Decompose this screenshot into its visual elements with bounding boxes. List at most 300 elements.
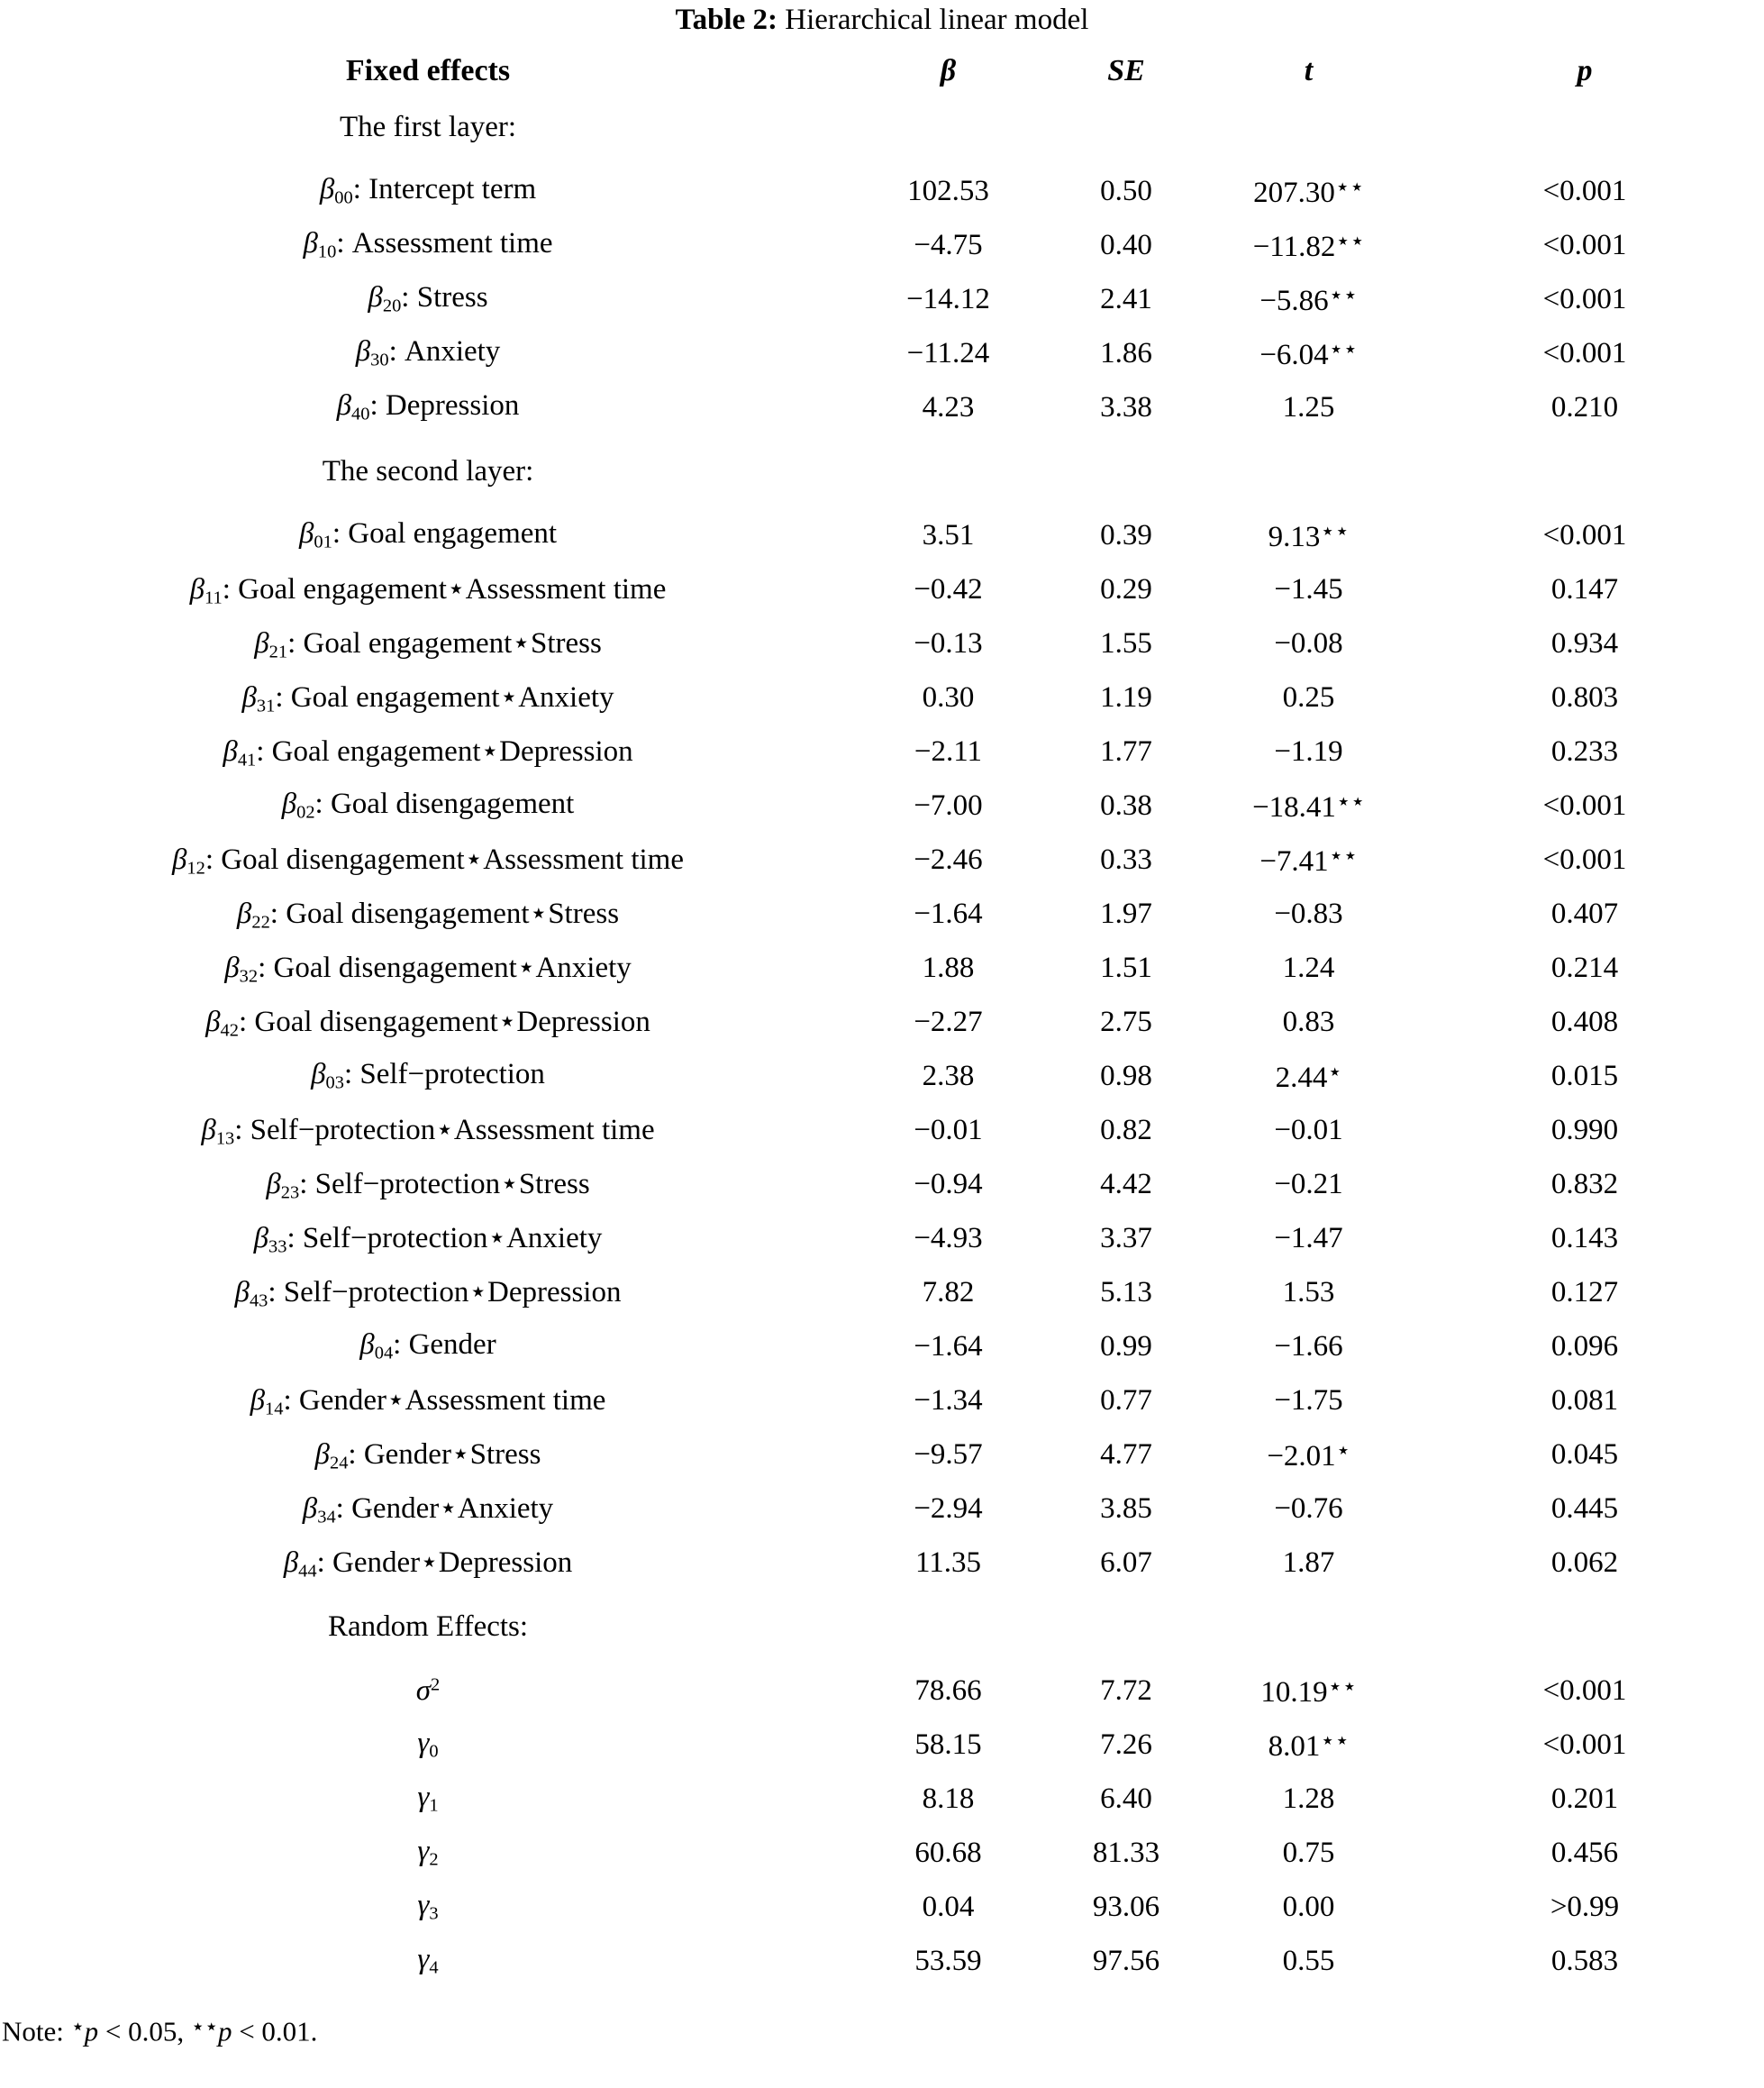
table-row <box>0 1664 1764 1718</box>
coefficient-symbol: β <box>224 951 240 984</box>
cell-se: 0.29 <box>1100 572 1152 606</box>
cell-beta: 7.82 <box>922 1275 975 1308</box>
cell-beta: 4.23 <box>922 390 975 424</box>
cell-beta: −2.94 <box>914 1491 983 1525</box>
row-label <box>0 508 856 562</box>
coefficient-subscript: 03 <box>325 1072 344 1093</box>
row-label <box>0 1427 856 1482</box>
cell-t: −7.41⋆⋆ <box>1259 841 1358 878</box>
cell-se: 6.07 <box>1100 1545 1152 1579</box>
row-spacer <box>0 1988 1764 1997</box>
table-row <box>0 1211 1764 1265</box>
table-row <box>0 1049 1764 1103</box>
row-label <box>0 725 856 779</box>
significance-stars: ⋆ <box>1335 1436 1350 1463</box>
table-row <box>0 887 1764 941</box>
cell-p: 0.015 <box>1550 1059 1619 1092</box>
coefficient-symbol: β <box>281 788 297 821</box>
column-header-t: t <box>1304 54 1314 87</box>
cell-t: 1.87 <box>1282 1545 1335 1579</box>
cell-beta: −2.11 <box>914 734 983 768</box>
coefficient-symbol: β <box>253 1221 269 1254</box>
cell-p: 0.201 <box>1550 1782 1619 1815</box>
cell-p: <0.001 <box>1542 336 1627 369</box>
coefficient-subscript: 23 <box>280 1182 300 1203</box>
cell-beta: −14.12 <box>906 282 990 315</box>
cell-t: −5.86⋆⋆ <box>1259 280 1358 317</box>
section-empty-cell <box>1041 99 1212 155</box>
table-body <box>0 43 1764 1997</box>
cell-t: −1.75 <box>1274 1383 1343 1417</box>
cell-beta: −2.27 <box>914 1005 983 1038</box>
row-spacer <box>0 434 1764 443</box>
note-p-double: p <box>217 2015 232 2047</box>
table-row <box>0 779 1764 833</box>
row-label <box>0 1265 856 1319</box>
section-heading-row <box>0 1599 1764 1655</box>
cell-se: 97.56 <box>1092 1944 1160 1977</box>
note-star-single: ⋆ <box>70 2015 85 2039</box>
table-row <box>0 508 1764 562</box>
row-spacer-cell <box>0 434 1764 443</box>
coefficient-symbol: γ <box>417 1727 430 1760</box>
cell-beta: −1.64 <box>914 1329 983 1363</box>
cell-se: 0.77 <box>1100 1383 1152 1417</box>
coefficient-symbol: γ <box>417 1835 430 1868</box>
cell-se: 4.77 <box>1100 1437 1152 1471</box>
row-label <box>0 670 856 725</box>
row-label <box>0 1103 856 1157</box>
cell-t: −18.41⋆⋆ <box>1252 787 1365 824</box>
cell-t: 8.01⋆⋆ <box>1268 1726 1350 1763</box>
section-empty-cell <box>1405 443 1764 499</box>
row-label-text: : Goal engagement⋆Anxiety <box>275 680 614 714</box>
cell-p: <0.001 <box>1542 282 1627 315</box>
section-empty-cell <box>1212 443 1405 499</box>
table-row <box>0 1319 1764 1373</box>
row-label <box>0 1536 856 1590</box>
table-row <box>0 616 1764 670</box>
row-label <box>0 1049 856 1103</box>
row-label <box>0 1772 856 1826</box>
cell-t: −0.08 <box>1274 626 1343 660</box>
coefficient-symbol: β <box>266 1167 281 1200</box>
row-label-text: : Gender <box>393 1328 496 1362</box>
cell-p: 0.096 <box>1550 1329 1619 1363</box>
cell-beta: 53.59 <box>914 1944 982 1977</box>
cell-beta: 60.68 <box>914 1836 982 1869</box>
table-row <box>0 941 1764 995</box>
coefficient-subscript: 01 <box>314 532 332 552</box>
column-header-p: p <box>1577 54 1593 87</box>
cell-beta: 1.88 <box>922 951 975 984</box>
cell-beta: 102.53 <box>907 174 989 207</box>
row-label-text: : Depression <box>369 389 520 423</box>
cell-se: 1.19 <box>1100 680 1152 714</box>
cell-p: <0.001 <box>1542 1673 1627 1707</box>
row-label <box>0 887 856 941</box>
cell-t: −1.66 <box>1274 1329 1343 1363</box>
cell-p: <0.001 <box>1542 518 1627 552</box>
coefficient-symbol: γ <box>417 1781 430 1814</box>
row-label <box>0 1157 856 1211</box>
row-label-text: : Goal disengagement⋆Anxiety <box>258 951 632 984</box>
row-label-text: : Gender⋆Depression <box>316 1545 573 1579</box>
cell-p: 0.408 <box>1550 1005 1619 1038</box>
coefficient-subscript: 1 <box>429 1795 439 1816</box>
coefficient-subscript: 2 <box>429 1849 439 1870</box>
cell-beta: −1.64 <box>914 897 983 930</box>
table-caption-label: Table 2: <box>675 4 777 36</box>
row-spacer-cell <box>0 1988 1764 1997</box>
row-label <box>0 1664 856 1718</box>
significance-stars: ⋆⋆ <box>1320 516 1350 544</box>
note-prefix: Note: <box>2 2015 64 2047</box>
coefficient-symbol: β <box>234 1275 250 1308</box>
cell-p: <0.001 <box>1542 1728 1627 1761</box>
column-header-beta: β <box>940 54 957 87</box>
coefficient-symbol: β <box>236 897 252 930</box>
row-label-text: : Self−protection⋆Anxiety <box>286 1221 603 1254</box>
cell-beta: −11.24 <box>906 336 990 369</box>
cell-se: 7.72 <box>1100 1673 1152 1707</box>
cell-t: 0.55 <box>1282 1944 1335 1977</box>
cell-se: 7.26 <box>1100 1728 1152 1761</box>
cell-p: 0.081 <box>1550 1383 1619 1417</box>
coefficient-symbol: β <box>314 1437 330 1471</box>
section-empty-cell <box>856 99 1041 155</box>
coefficient-symbol: γ <box>417 1889 430 1922</box>
section-empty-cell <box>1405 1599 1764 1655</box>
cell-se: 0.98 <box>1100 1059 1152 1092</box>
coefficient-subscript: 33 <box>268 1236 287 1257</box>
coefficient-symbol: β <box>311 1058 326 1091</box>
significance-stars: ⋆⋆ <box>1328 841 1358 869</box>
coefficient-subscript: 00 <box>334 187 353 208</box>
coefficient-subscript: 31 <box>256 696 276 716</box>
table-row <box>0 1772 1764 1826</box>
cell-p: >0.99 <box>1550 1890 1620 1923</box>
cell-t: 0.25 <box>1282 680 1335 714</box>
cell-t: −0.83 <box>1274 897 1343 930</box>
row-label <box>0 1826 856 1880</box>
coefficient-subscript: 4 <box>429 1957 439 1978</box>
significance-stars: ⋆⋆ <box>1328 334 1358 362</box>
row-label-text: : Goal disengagement⋆Assessment time <box>205 843 685 876</box>
row-spacer-cell <box>0 1590 1764 1599</box>
cell-se: 3.37 <box>1100 1221 1152 1254</box>
note-cond-double: < 0.01. <box>232 2015 318 2047</box>
row-label <box>0 1718 856 1772</box>
row-label-text: : Self−protection <box>343 1058 545 1091</box>
cell-beta: 11.35 <box>914 1545 982 1579</box>
row-label <box>0 779 856 833</box>
cell-beta: −4.75 <box>914 228 983 261</box>
cell-beta: −4.93 <box>914 1221 983 1254</box>
cell-t: −1.19 <box>1274 734 1343 768</box>
cell-se: 0.50 <box>1100 174 1152 207</box>
row-label <box>0 1934 856 1988</box>
coefficient-subscript: 20 <box>382 296 402 316</box>
cell-t: 1.53 <box>1282 1275 1335 1308</box>
row-spacer <box>0 1590 1764 1599</box>
cell-se: 5.13 <box>1100 1275 1152 1308</box>
table-row <box>0 995 1764 1049</box>
table-header-row <box>0 43 1764 99</box>
cell-se: 93.06 <box>1092 1890 1160 1923</box>
cell-p: 0.934 <box>1550 626 1619 660</box>
row-spacer-cell <box>0 499 1764 508</box>
row-label <box>0 995 856 1049</box>
coefficient-symbol: β <box>355 335 371 369</box>
coefficient-symbol: β <box>201 1113 216 1146</box>
coefficient-subscript: 11 <box>205 588 223 608</box>
row-label-text: : Anxiety <box>388 335 501 369</box>
cell-beta: −0.94 <box>914 1167 983 1200</box>
row-spacer <box>0 1655 1764 1664</box>
row-label-text: : Stress <box>401 281 488 315</box>
coefficient-subscript: 43 <box>249 1290 268 1311</box>
row-label-text: : Goal disengagement⋆Depression <box>238 1005 650 1038</box>
cell-se: 0.39 <box>1100 518 1152 552</box>
column-header-fixed-effects: Fixed effects <box>345 54 511 87</box>
row-label <box>0 164 856 218</box>
cell-p: <0.001 <box>1542 228 1627 261</box>
cell-se: 2.75 <box>1100 1005 1152 1038</box>
row-label <box>0 1880 856 1934</box>
coefficient-symbol: γ <box>417 1943 430 1976</box>
coefficient-symbol: β <box>302 1491 318 1525</box>
cell-p: 0.803 <box>1550 680 1619 714</box>
cell-t: −0.76 <box>1274 1491 1343 1525</box>
coefficient-subscript: 3 <box>429 1903 439 1924</box>
cell-se: 0.82 <box>1100 1113 1152 1146</box>
table-row <box>0 1934 1764 1988</box>
table-row <box>0 1427 1764 1482</box>
cell-t: 0.75 <box>1282 1836 1335 1869</box>
coefficient-subscript: 10 <box>317 242 337 262</box>
cell-p: 0.210 <box>1550 390 1619 424</box>
cell-beta: −0.42 <box>914 572 983 606</box>
row-label <box>0 326 856 380</box>
cell-se: 1.97 <box>1100 897 1152 930</box>
note-cond-single: < 0.05, <box>98 2015 185 2047</box>
significance-stars: ⋆ <box>1327 1057 1342 1085</box>
row-label-text: : Self−protection⋆Depression <box>268 1275 622 1308</box>
cell-se: 2.41 <box>1100 282 1152 315</box>
cell-beta: 2.38 <box>922 1059 975 1092</box>
coefficient-symbol: β <box>298 517 314 551</box>
coefficient-symbol: β <box>336 389 352 423</box>
cell-beta: 3.51 <box>922 518 975 552</box>
cell-se: 1.77 <box>1100 734 1152 768</box>
cell-t: 0.00 <box>1282 1890 1335 1923</box>
table-row <box>0 164 1764 218</box>
coefficient-symbol: σ <box>415 1673 432 1707</box>
coefficient-symbol: β <box>303 227 318 260</box>
coefficient-symbol: β <box>189 572 205 606</box>
cell-t: 1.24 <box>1282 951 1335 984</box>
section-heading-row <box>0 443 1764 499</box>
cell-p: 0.233 <box>1550 734 1619 768</box>
coefficient-subscript: 24 <box>329 1453 349 1473</box>
section-heading-second-layer: The second layer: <box>322 454 534 488</box>
table-row <box>0 1157 1764 1211</box>
cell-t: 0.83 <box>1282 1005 1335 1038</box>
row-label <box>0 833 856 887</box>
row-label-text: : Gender⋆Assessment time <box>283 1383 606 1417</box>
section-empty-cell <box>856 1599 1041 1655</box>
table-row <box>0 1880 1764 1934</box>
row-label-text: : Goal engagement <box>332 517 558 551</box>
coefficient-subscript: 41 <box>237 750 257 770</box>
row-label <box>0 1482 856 1536</box>
coefficient-symbol: β <box>250 1383 266 1417</box>
coefficient-subscript: 22 <box>251 912 270 933</box>
table-row <box>0 380 1764 434</box>
cell-se: 1.51 <box>1100 951 1152 984</box>
coefficient-subscript: 42 <box>220 1020 239 1041</box>
table-row <box>0 1536 1764 1590</box>
row-label <box>0 272 856 326</box>
cell-se: 0.99 <box>1100 1329 1152 1363</box>
coefficient-subscript: 34 <box>317 1507 336 1527</box>
cell-t: 2.44⋆ <box>1275 1057 1342 1094</box>
coefficient-subscript: 02 <box>296 802 315 823</box>
cell-se: 1.55 <box>1100 626 1152 660</box>
row-label <box>0 380 856 434</box>
row-spacer-cell <box>0 1655 1764 1664</box>
row-label-text: : Goal engagement⋆Depression <box>256 734 633 768</box>
table-row <box>0 1718 1764 1772</box>
section-empty-cell <box>1041 443 1212 499</box>
cell-p: 0.214 <box>1550 951 1619 984</box>
cell-p: <0.001 <box>1542 789 1627 822</box>
cell-beta: −0.13 <box>914 626 983 660</box>
cell-p: <0.001 <box>1542 843 1627 876</box>
note-p-single: p <box>84 2015 99 2047</box>
cell-t: −2.01⋆ <box>1267 1436 1350 1473</box>
row-label <box>0 1373 856 1427</box>
coefficient-subscript: 0 <box>429 1741 439 1762</box>
section-heading-first-layer: The first layer: <box>339 110 517 143</box>
significance-stars: ⋆⋆ <box>1335 787 1365 815</box>
table-row <box>0 1373 1764 1427</box>
row-label <box>0 1211 856 1265</box>
cell-se: 3.85 <box>1100 1491 1152 1525</box>
coefficient-subscript: 12 <box>186 858 205 879</box>
cell-p: 0.045 <box>1550 1437 1619 1471</box>
cell-se: 0.38 <box>1100 789 1152 822</box>
coefficient-symbol: β <box>283 1545 299 1579</box>
cell-t: 1.25 <box>1282 390 1335 424</box>
cell-t: −0.21 <box>1274 1167 1343 1200</box>
cell-se: 1.86 <box>1100 336 1152 369</box>
cell-t: 10.19⋆⋆ <box>1260 1672 1357 1709</box>
cell-beta: 0.04 <box>922 1890 975 1923</box>
row-label <box>0 616 856 670</box>
cell-beta: 8.18 <box>922 1782 975 1815</box>
coefficient-subscript: 13 <box>215 1128 235 1149</box>
coefficient-subscript: 14 <box>265 1399 284 1419</box>
section-empty-cell <box>1212 99 1405 155</box>
row-label <box>0 1319 856 1373</box>
cell-p: 0.127 <box>1550 1275 1619 1308</box>
coefficient-symbol: β <box>254 626 269 660</box>
column-header-se: SE <box>1107 54 1145 87</box>
cell-p: 0.990 <box>1550 1113 1619 1146</box>
coefficient-symbol: β <box>241 680 257 714</box>
row-label-text: : Gender⋆Stress <box>348 1437 541 1471</box>
cell-t: 9.13⋆⋆ <box>1268 516 1350 553</box>
coefficient-subscript: 44 <box>298 1561 317 1582</box>
coefficient-subscript: 40 <box>351 404 370 424</box>
cell-beta: 78.66 <box>914 1673 982 1707</box>
hierarchical-linear-model-table <box>0 43 1764 1997</box>
significance-stars: ⋆⋆ <box>1327 1672 1357 1700</box>
row-spacer <box>0 499 1764 508</box>
cell-t: −6.04⋆⋆ <box>1259 334 1358 371</box>
table-row <box>0 218 1764 272</box>
row-label-text: : Intercept term <box>352 173 537 206</box>
table-row <box>0 1265 1764 1319</box>
significance-stars: ⋆⋆ <box>1334 172 1364 200</box>
row-label-text: : Goal engagement⋆Stress <box>287 626 602 660</box>
coefficient-symbol: β <box>223 734 238 768</box>
row-label-text: : Goal engagement⋆Assessment time <box>222 572 667 606</box>
section-empty-cell <box>1212 1599 1405 1655</box>
coefficient-subscript: 30 <box>370 350 389 370</box>
section-empty-cell <box>1041 1599 1212 1655</box>
row-label-text: : Assessment time <box>336 227 553 260</box>
cell-p: 0.147 <box>1550 572 1619 606</box>
cell-se: 0.33 <box>1100 843 1152 876</box>
section-heading-random-effects: Random Effects: <box>327 1609 529 1643</box>
cell-t: 207.30⋆⋆ <box>1253 172 1364 209</box>
row-label <box>0 941 856 995</box>
row-label <box>0 562 856 616</box>
cell-p: 0.062 <box>1550 1545 1619 1579</box>
row-label-text: : Self−protection⋆Assessment time <box>234 1113 655 1146</box>
table-row <box>0 1482 1764 1536</box>
row-label-text: : Self−protection⋆Stress <box>299 1167 590 1200</box>
significance-stars: ⋆⋆ <box>1320 1726 1350 1754</box>
cell-se: 0.40 <box>1100 228 1152 261</box>
table-row <box>0 326 1764 380</box>
row-label-text: : Gender⋆Anxiety <box>335 1491 554 1525</box>
cell-beta: 58.15 <box>914 1728 982 1761</box>
table-row <box>0 272 1764 326</box>
cell-se: 6.40 <box>1100 1782 1152 1815</box>
cell-beta: −0.01 <box>914 1113 983 1146</box>
coefficient-symbol: β <box>171 843 187 876</box>
row-label-text: : Goal disengagement⋆Stress <box>269 897 620 930</box>
coefficient-symbol: β <box>319 173 335 206</box>
coefficient-subscript: 04 <box>374 1343 394 1363</box>
table-row <box>0 833 1764 887</box>
cell-beta: −1.34 <box>914 1383 983 1417</box>
table-caption-text: Hierarchical linear model <box>785 4 1089 36</box>
cell-p: 0.445 <box>1550 1491 1619 1525</box>
table-row <box>0 725 1764 779</box>
table-row <box>0 1103 1764 1157</box>
cell-se: 81.33 <box>1092 1836 1160 1869</box>
note-star-double: ⋆⋆ <box>190 2015 218 2039</box>
section-heading-row <box>0 99 1764 155</box>
cell-p: 0.583 <box>1550 1944 1619 1977</box>
significance-stars: ⋆⋆ <box>1335 226 1365 254</box>
cell-beta: −9.57 <box>914 1437 983 1471</box>
